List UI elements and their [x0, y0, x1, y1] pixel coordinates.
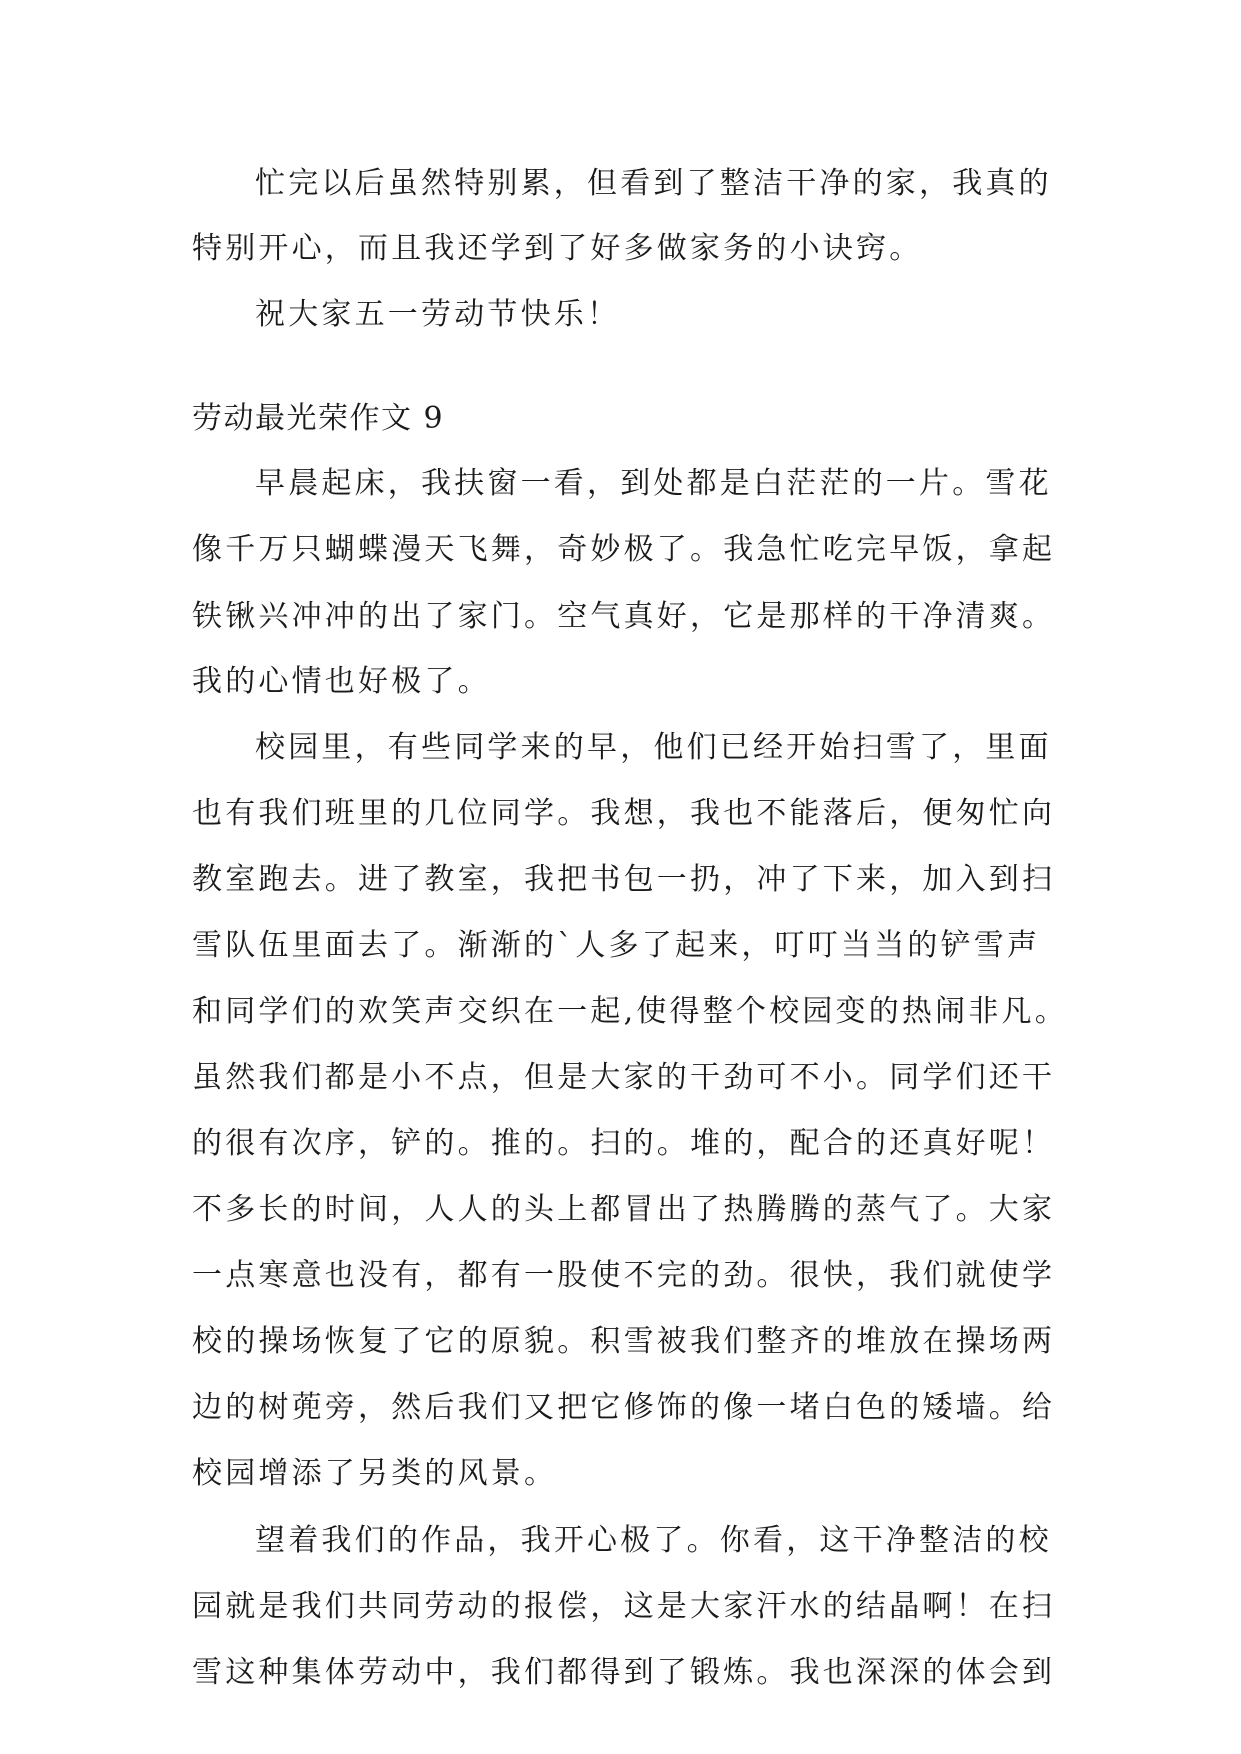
paragraph-line: 特别开心，而且我还学到了好多做家务的小诀窍。	[192, 231, 923, 266]
paragraph-line: 和同学们的欢笑声交织在一起,使得整个校园变的热闹非凡。	[192, 994, 1068, 1029]
paragraph-line: 像千万只蝴蝶漫天飞舞，奇妙极了。我急忙吃完早饭，拿起	[192, 532, 1056, 567]
paragraph-line: 校园增添了另类的风景。	[192, 1456, 558, 1491]
paragraph-line: 雪队伍里面去了。渐渐的`人多了起来，叮叮当当的铲雪声	[192, 928, 1041, 963]
paragraph-line: 园就是我们共同劳动的报偿，这是大家汗水的结晶啊！在扫	[192, 1589, 1056, 1624]
paragraph-line: 不多长的时间，人人的头上都冒出了热腾腾的蒸气了。大家	[192, 1192, 1056, 1227]
paragraph-line: 的很有次序，铲的。推的。扫的。堆的，配合的还真好呢！	[192, 1126, 1056, 1161]
paragraph-line: 我的心情也好极了。	[192, 664, 491, 699]
paragraph-line: 祝大家五一劳动节快乐！	[255, 297, 621, 332]
paragraph-line: 边的树蔸旁，然后我们又把它修饰的像一堵白色的矮墙。给	[192, 1390, 1056, 1425]
paragraph-line: 忙完以后虽然特别累，但看到了整洁干净的家，我真的	[255, 166, 1052, 201]
section-title: 劳动最光荣作文 9	[192, 401, 445, 436]
paragraph-line: 校园里，有些同学来的早，他们已经开始扫雪了，里面	[255, 730, 1052, 765]
paragraph-line: 也有我们班里的几位同学。我想，我也不能落后，便匆忙向	[192, 796, 1056, 831]
paragraph-line: 望着我们的作品，我开心极了。你看，这干净整洁的校	[255, 1523, 1052, 1558]
paragraph-line: 早晨起床，我扶窗一看，到处都是白茫茫的一片。雪花	[255, 466, 1052, 501]
paragraph-line: 教室跑去。进了教室，我把书包一扔，冲了下来，加入到扫	[192, 862, 1056, 897]
paragraph-line: 铁锹兴冲冲的出了家门。空气真好，它是那样的干净清爽。	[192, 599, 1056, 634]
paragraph-line: 虽然我们都是小不点，但是大家的干劲可不小。同学们还干	[192, 1060, 1056, 1095]
paragraph-line: 雪这种集体劳动中，我们都得到了锻炼。我也深深的体会到	[192, 1655, 1056, 1690]
paragraph-line: 校的操场恢复了它的原貌。积雪被我们整齐的堆放在操场两	[192, 1324, 1056, 1359]
paragraph-line: 一点寒意也没有，都有一股使不完的劲。很快，我们就使学	[192, 1258, 1056, 1293]
